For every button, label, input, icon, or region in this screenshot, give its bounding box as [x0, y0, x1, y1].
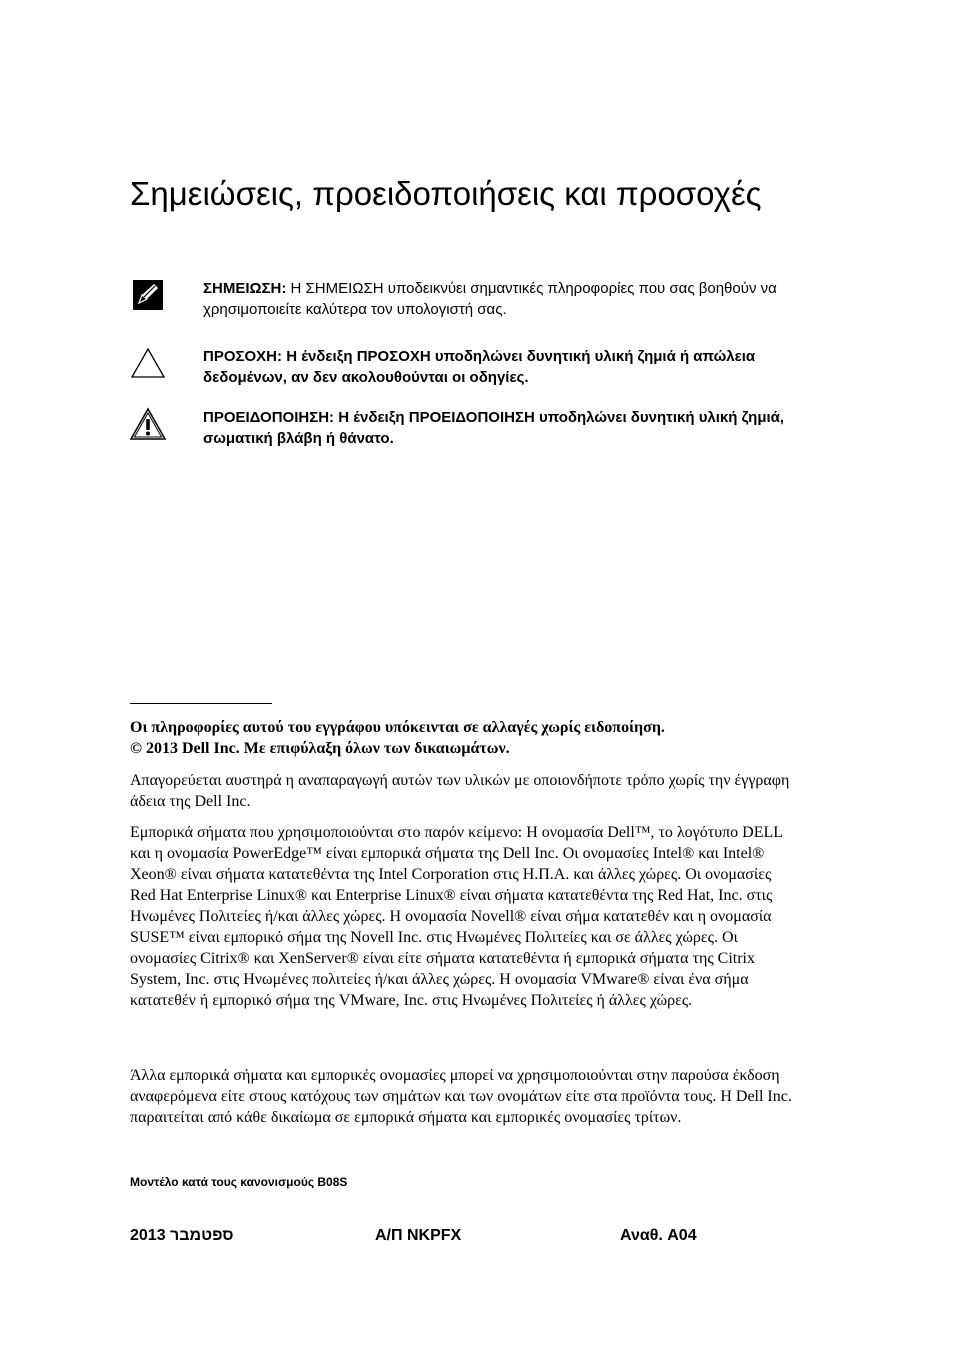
- caution-label: ΠΡΟΣΟΧΗ:: [203, 348, 283, 365]
- caution-notice: [130, 346, 820, 396]
- reproduction-text: Απαγορεύεται αυστηρά η αναπαραγωγή αυτών των υλικών με οποιονδήποτε τρόπο χωρίς την έγγραφη άδεια της Dell Inc.: [130, 772, 790, 810]
- footnote-divider: [130, 703, 272, 704]
- other-trademarks-text: Άλλα εμπορικά σήματα και εμπορικές ονομασίες μπορεί να χρησιμοποιούνται στην παρούσα έκδοση αναφερόμενα είτε στους κατόχους των σημάτων και των ονομάτων είτε στα προϊόντα τους. Η Dell Inc. παραιτείται από κάθε δικαίωμα σε εμπορικά σήματα και εμπορικές ονομασίες τρίτων.: [130, 1067, 792, 1126]
- note-pencil-icon: [130, 278, 166, 314]
- note-notice: [130, 278, 820, 328]
- legal-header: [130, 717, 800, 759]
- footer-part-number: Α/Π NKPFX: [375, 1227, 462, 1244]
- caution-body: Η ένδειξη ΠΡΟΣΟΧΗ υποδηλώνει δυνητική υλική ζημιά ή απώλεια δεδομένων, αν δεν ακολουθούνται οι οδηγίες.: [203, 348, 756, 386]
- copyright-line: © 2013 Dell Inc. Με επιφύλαξη όλων των δικαιωμάτων.: [130, 740, 510, 757]
- footer-revision: Αναθ. A04: [620, 1227, 697, 1244]
- note-body: Η ΣΗΜΕΙΩΣΗ υποδεικνύει σημαντικές πληροφορίες που σας βοηθούν να χρησιμοποιείτε καλύτερα τον υπολογιστή σας.: [203, 280, 777, 318]
- note-text: [203, 278, 818, 320]
- page-title: Σημειώσεις, προειδοποιήσεις και προσοχές: [130, 175, 762, 212]
- legal-other-trademarks-paragraph: [130, 1065, 800, 1128]
- warning-body: Η ένδειξη ΠΡΟΕΙΔΟΠΟΙΗΣΗ υποδηλώνει δυνητική υλική ζημιά, σωματική βλάβη ή θάνατο.: [203, 409, 785, 447]
- legal-reproduction-paragraph: [130, 770, 800, 812]
- warning-label: ΠΡΟΕΙΔΟΠΟΙΗΣΗ:: [203, 409, 335, 426]
- trademarks-text: Εμπορικά σήματα που χρησιμοποιούνται στο παρόν κείμενο: Η ονομασία Dell™, το λογότυπο DELL και η ονομασία PowerEdge™ είναι εμπορικά σήματα της Dell Inc. Οι ονομασίες Intel® και Intel® Xeon® είναι σήματα κατατεθέντα της Intel Corporation στις Η.Π.Α. και άλλες χώρες. Οι ονομασίες Red Hat Enterprise Linux® και Enterprise Linux® είναι σήματα κατατεθέντα της Red Hat, Inc. στις Ηνωμένες Πολιτείες ή/και άλλες χώρες. Η ονομασία Novell® είναι σήμα κατατεθέν και η ονομασία SUSE™ είναι εμπορικό σήμα της Novell Inc. στις Ηνωμένες Πολιτείες και σε άλλες χώρες. Οι ονομασίες Citrix® και XenServer® είναι είτε σήματα κατατεθέντα ή εμπορικά σήματα της Citrix System, Inc. στις Ηνωμένες πολιτείες ή/και άλλες χώρες. Η ονομασία VMware® είναι ένα σήμα κατατεθέν ή εμπορικό σήμα της VMware, Inc. στις Ηνωμένες Πολιτείες ή άλλες χώρες.: [130, 824, 783, 1009]
- warning-triangle-exclamation-icon: [130, 407, 166, 443]
- regulatory-model: Μοντέλο κατά τους κανονισμούς B08S: [130, 1175, 348, 1189]
- legal-trademarks-paragraph: [130, 822, 800, 1011]
- legal-notice-line: Οι πληροφορίες αυτού του εγγράφου υπόκεινται σε αλλαγές χωρίς ειδοποίηση.: [130, 719, 665, 736]
- warning-notice: [130, 407, 820, 457]
- note-label: ΣΗΜΕΙΩΣΗ:: [203, 280, 287, 297]
- caution-triangle-icon: [130, 346, 166, 382]
- warning-text: [203, 407, 818, 449]
- footer-date: ספטמבר 2013: [130, 1227, 234, 1244]
- caution-text: [203, 346, 818, 388]
